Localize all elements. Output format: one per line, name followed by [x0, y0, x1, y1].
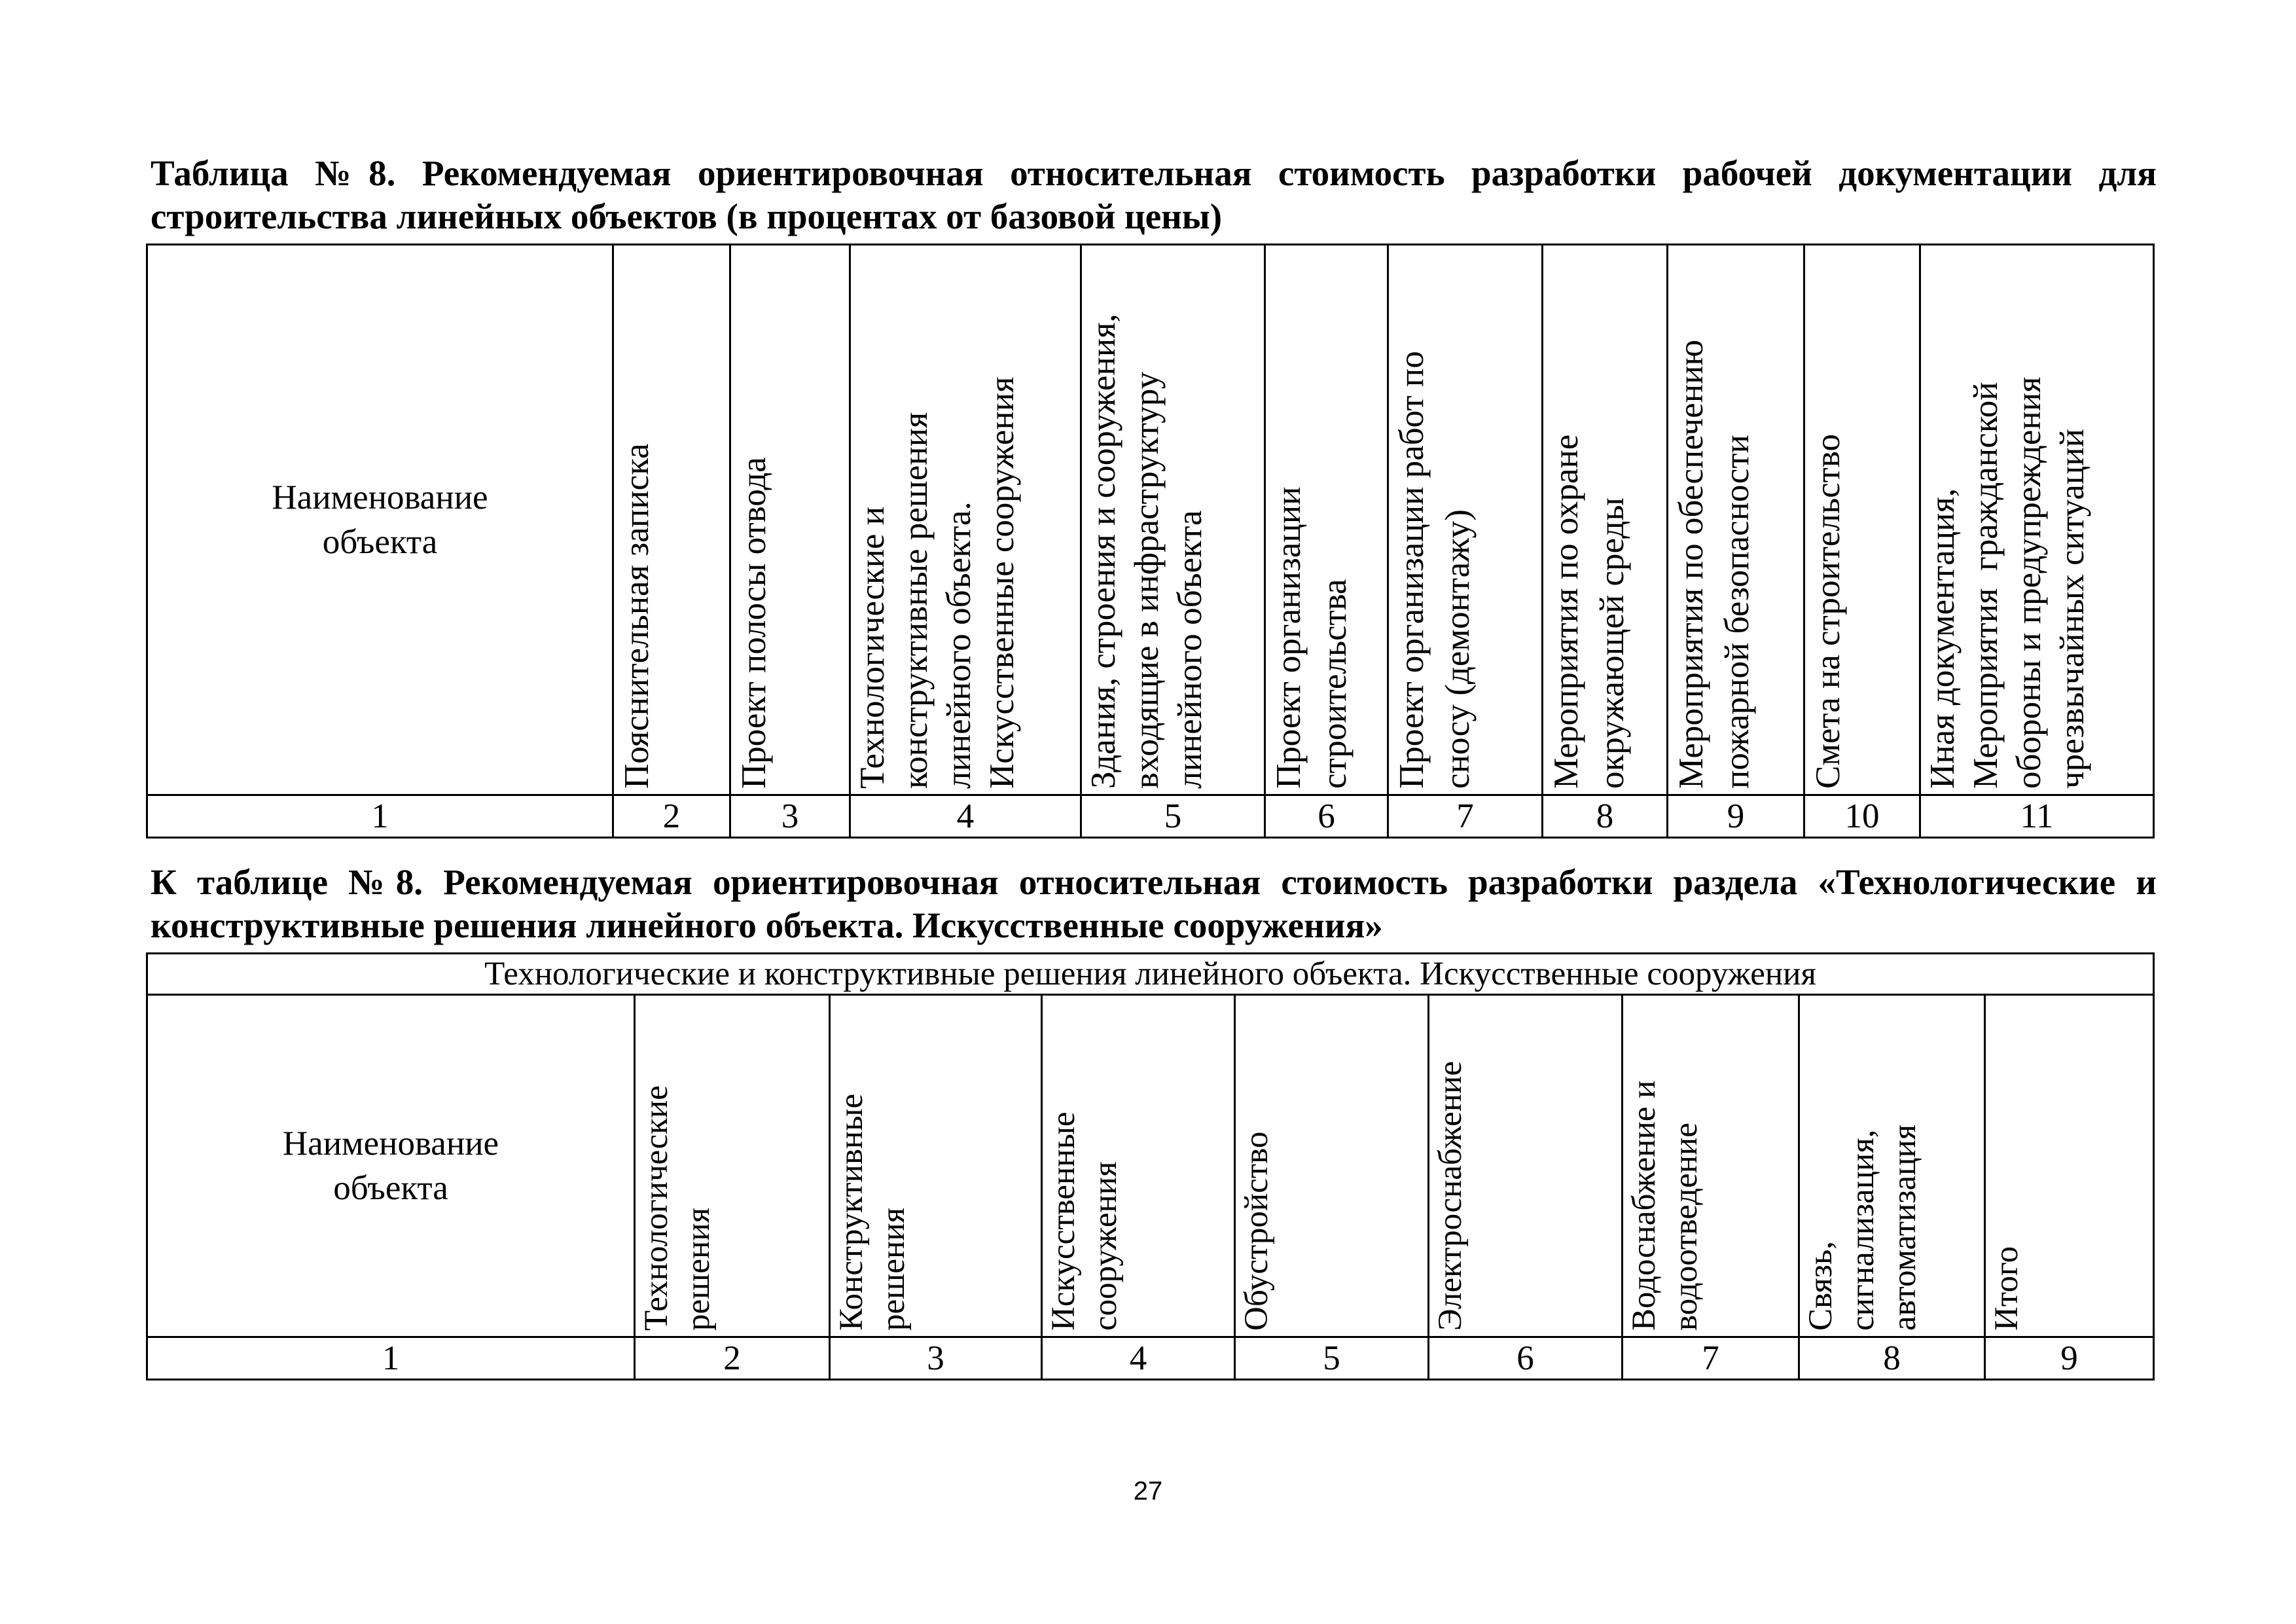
col-header-demolition-organization [1388, 245, 1543, 795]
column-number: 6 [1265, 795, 1388, 838]
col-header-technological-text: Технологические решения [638, 1085, 717, 1331]
object-name-header [147, 245, 613, 795]
column-number: 11 [1920, 795, 2154, 838]
col-header-constructive [830, 995, 1042, 1337]
col-header-artificial-structures-text: Искусственные сооружения [1045, 1111, 1124, 1331]
table-8-annex-title: К таблице №8. Рекомендуемая ориентировочная относительная стоимость разработки раздела «Технологические и конструктивные решения линейного объекта. Искусственные сооружения» [151, 862, 2157, 945]
column-number: 7 [1623, 1337, 1799, 1380]
col-header-cost-estimate-text: Смета на строительство [1809, 434, 1847, 789]
col-header-buildings-structures-text: Здания, строения и сооружения, входящие в инфраструктуру линейного объекта [1085, 314, 1209, 789]
table-8-header-row [147, 245, 2154, 795]
column-number: 9 [1985, 1337, 2154, 1380]
column-number: 1 [147, 1337, 635, 1380]
object-name-header-line-1: Наименование [282, 1125, 499, 1163]
table-8 [146, 244, 2155, 839]
col-header-construction-organization-text: Проект организации строительства [1270, 486, 1354, 789]
col-header-technological [635, 995, 830, 1337]
col-header-fire-safety [1668, 245, 1804, 795]
col-header-other-documentation [1920, 245, 2154, 795]
object-name-header-line-1: Наименование [272, 478, 488, 516]
table-8-annex-column-number-row [147, 1337, 2154, 1380]
col-header-arrangement-text: Обустройство [1238, 1131, 1275, 1331]
column-number: 2 [613, 795, 730, 838]
column-number: 4 [1042, 1337, 1235, 1380]
section-header: Технологические и конструктивные решения линейного объекта. Искусственные сооружения [147, 954, 2154, 995]
column-number: 7 [1388, 795, 1543, 838]
table-8-annex-section-row [147, 954, 2154, 995]
col-header-buildings-structures [1081, 245, 1265, 795]
col-header-constructive-text: Конструктивные решения [833, 1093, 912, 1331]
column-number: 6 [1429, 1337, 1623, 1380]
col-header-cost-estimate [1804, 245, 1920, 795]
col-header-other-documentation-text: Иная документация, Мероприятия гражданской обороны и предупреждения чрезвычайных ситуаций [1924, 376, 2091, 789]
column-number: 10 [1804, 795, 1920, 838]
col-header-arrangement [1235, 995, 1429, 1337]
col-header-technological-solutions-text: Технологические и конструктивные решения линейного объекта. Искусственные сооружения [853, 376, 1021, 789]
col-header-total [1985, 995, 2154, 1337]
col-header-artificial-structures [1042, 995, 1235, 1337]
column-number: 3 [730, 795, 850, 838]
table-8-title: Таблица №8. Рекомендуемая ориентировочная относительная стоимость разработки рабочей документации для строительства линейных объектов (в процентах от базовой цены) [151, 153, 2157, 236]
col-header-environment-protection [1543, 245, 1668, 795]
col-header-water-supply-text: Водоснабжение и водоотведение [1626, 1080, 1704, 1331]
col-header-explanatory-note [613, 245, 730, 795]
column-number: 5 [1235, 1337, 1429, 1380]
col-header-communication-text: Связь, сигнализация, автоматизация [1803, 1124, 1923, 1331]
col-header-technological-solutions [850, 245, 1081, 795]
col-header-fire-safety-text: Мероприятия по обеспечению пожарной безопасности [1672, 339, 1756, 789]
col-header-construction-organization [1265, 245, 1388, 795]
column-number: 2 [635, 1337, 830, 1380]
object-name-header-line-2: объекта [333, 1169, 448, 1207]
object-name-header [147, 995, 635, 1337]
col-header-environment-protection-text: Мероприятия по охране окружающей среды [1547, 434, 1631, 789]
col-header-right-of-way-project-text: Проект полосы отвода [735, 457, 773, 789]
table-8-annex [146, 952, 2155, 1380]
col-header-power-supply [1429, 995, 1623, 1337]
object-name-header-line-2: объекта [322, 523, 438, 561]
column-number: 3 [830, 1337, 1042, 1380]
col-header-explanatory-note-text: Пояснительная записка [618, 443, 656, 789]
column-number: 4 [850, 795, 1081, 838]
column-number: 1 [147, 795, 613, 838]
col-header-power-supply-text: Электроснабжение [1432, 1060, 1469, 1331]
page-number: 27 [1133, 1477, 1163, 1506]
column-number: 9 [1668, 795, 1804, 838]
table-8-annex-header-row [147, 995, 2154, 1337]
column-number: 5 [1081, 795, 1265, 838]
col-header-right-of-way-project [730, 245, 850, 795]
col-header-water-supply [1623, 995, 1799, 1337]
column-number: 8 [1799, 1337, 1985, 1380]
col-header-communication [1799, 995, 1985, 1337]
table-8-column-number-row [147, 795, 2154, 838]
column-number: 8 [1543, 795, 1668, 838]
col-header-demolition-organization-text: Проект организации работ по сносу (демонтажу) [1393, 351, 1477, 789]
col-header-total-text: Итого [1988, 1246, 2025, 1331]
